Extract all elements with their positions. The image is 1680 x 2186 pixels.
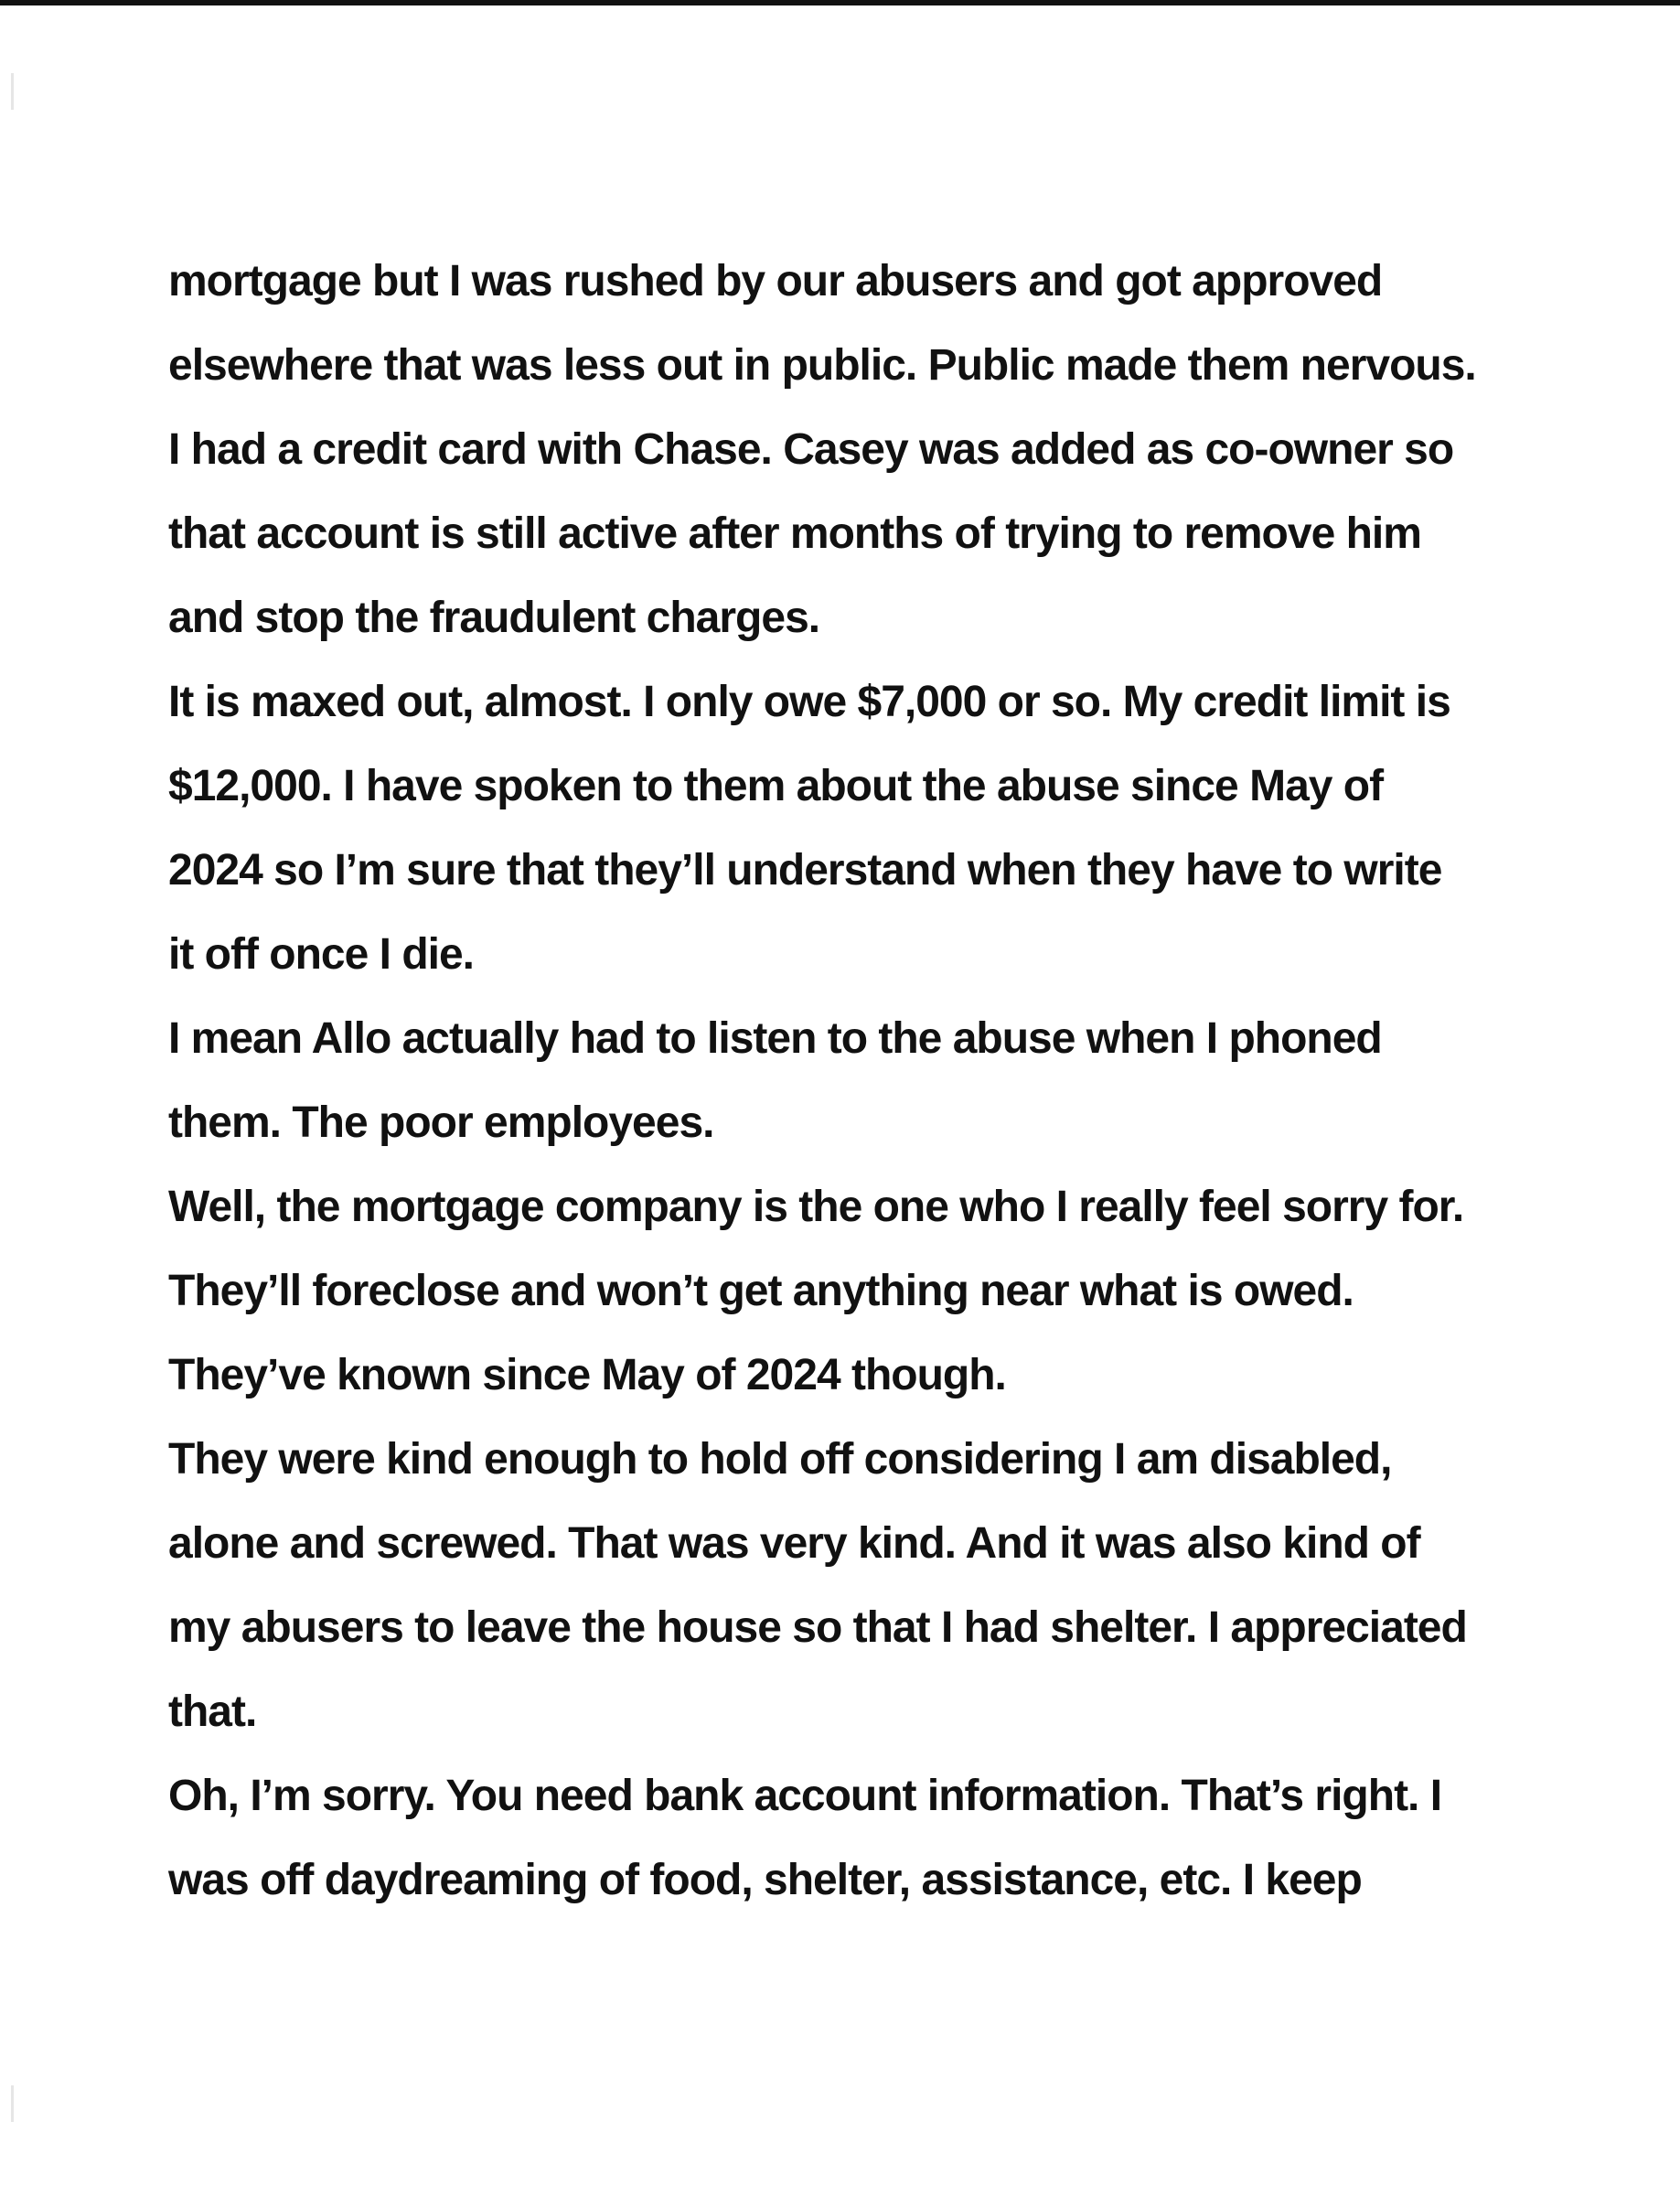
text-line: that account is still active after months of trying to remove him bbox=[168, 509, 1421, 558]
text-line: They’ve known since May of 2024 though. bbox=[168, 1351, 1006, 1399]
text-line: and stop the fraudulent charges. bbox=[168, 594, 820, 642]
text-line: them. The poor employees. bbox=[168, 1098, 714, 1147]
text-line: my abusers to leave the house so that I had shelter. I appreciated bbox=[168, 1603, 1467, 1652]
text-line: that. bbox=[168, 1688, 257, 1736]
text-line: 2024 so I’m sure that they’ll understand when they have to write bbox=[168, 846, 1442, 895]
text-line: was off daydreaming of food, shelter, assistance, etc. I keep bbox=[168, 1856, 1362, 1904]
text-line: elsewhere that was less out in public. Public made them nervous. bbox=[168, 341, 1476, 390]
text-line: it off once I die. bbox=[168, 930, 475, 979]
page-top-edge bbox=[0, 0, 1680, 5]
text-line: Oh, I’m sorry. You need bank account information. That’s right. I bbox=[168, 1772, 1442, 1820]
text-line: They’ll foreclose and won’t get anything near what is owed. bbox=[168, 1267, 1354, 1315]
text-line: alone and screwed. That was very kind. And it was also kind of bbox=[168, 1519, 1420, 1568]
scan-edge-mark bbox=[11, 2085, 14, 2122]
text-line: They were kind enough to hold off considering I am disabled, bbox=[168, 1435, 1392, 1484]
text-line: mortgage but I was rushed by our abusers and got approved bbox=[168, 257, 1383, 305]
text-line: I had a credit card with Chase. Casey was added as co-owner so bbox=[168, 425, 1454, 474]
text-line: Well, the mortgage company is the one who I really feel sorry for. bbox=[168, 1183, 1464, 1231]
scan-edge-mark bbox=[11, 73, 14, 110]
text-line: $12,000. I have spoken to them about the abuse since May of bbox=[168, 762, 1384, 810]
text-line: I mean Allo actually had to listen to the abuse when I phoned bbox=[168, 1014, 1382, 1063]
document-body bbox=[168, 240, 1558, 1923]
text-line: It is maxed out, almost. I only owe $7,000 or so. My credit limit is bbox=[168, 678, 1450, 726]
